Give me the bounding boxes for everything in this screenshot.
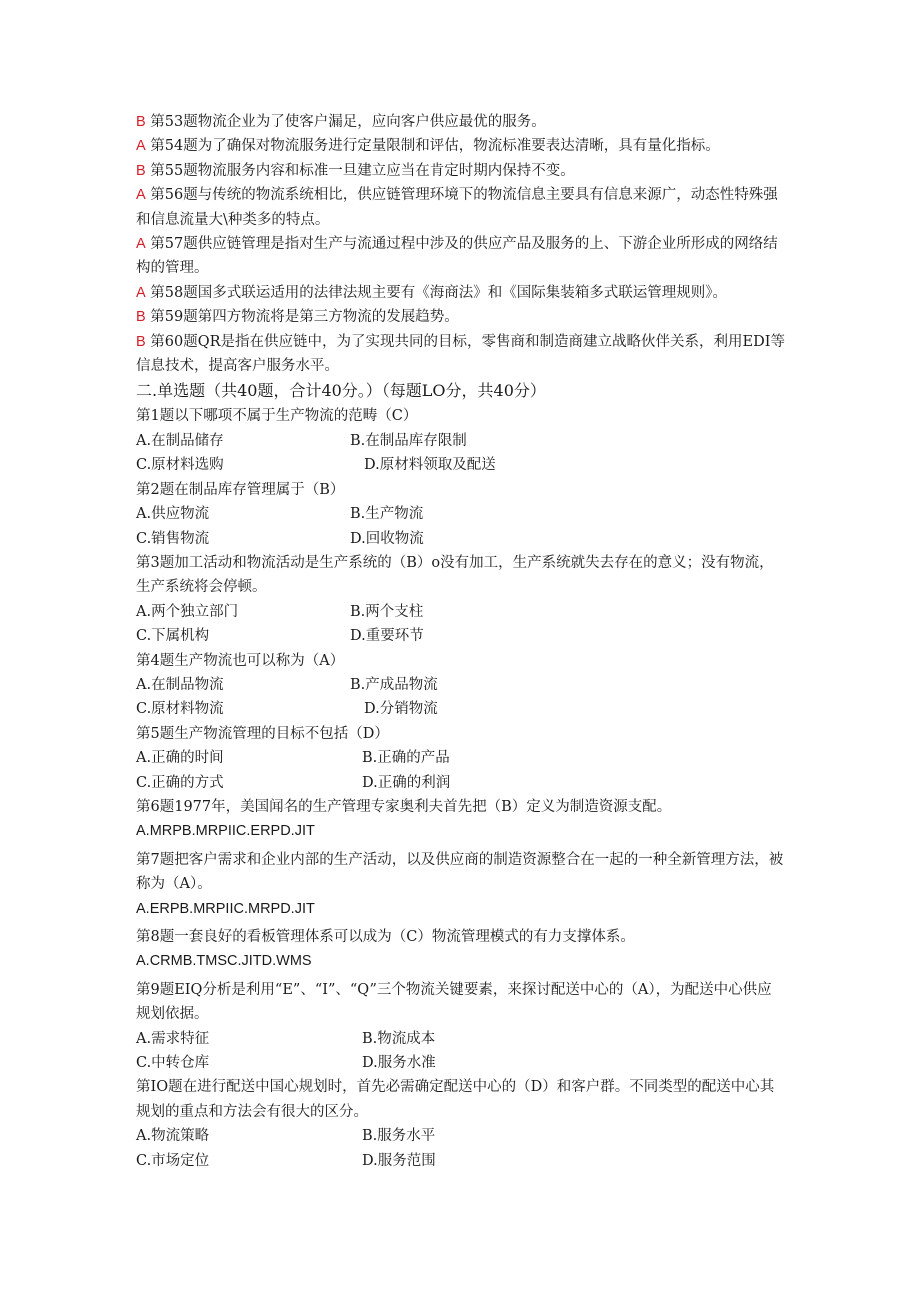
option-c: C.市场定位 (136, 1152, 210, 1169)
question-stem: 第9题EIQ分析是利用“E”、“I”、“Q”三个物流关键要素，来探讨配送中心的（A），为配送中心供应规划依据。 (136, 981, 772, 1023)
option-c: C.原材料选购 (136, 457, 224, 474)
tf-item (136, 305, 786, 329)
tf-text: 第54题为了确保对物流服务进行定量限制和评估，物流标准要表达清晰，具有量化指标。 (150, 138, 720, 155)
tf-text: 第57题供应链管理是指对生产与流通过程中涉及的供应产品及服务的上、下游企业所形成的网络结构的管理。 (136, 236, 778, 277)
tf-text: 第55题物流服务内容和标准一旦建立应当在肯定时期内保持不变。 (150, 162, 575, 179)
option-a: A.需求特征 (136, 1030, 210, 1047)
option-row (136, 429, 786, 453)
tf-text: 第53题物流企业为了使客户漏足，应向客户供应最优的服务。 (150, 114, 546, 130)
option-c: C.下属机构 (136, 628, 210, 645)
option-line: A.CRMB.TMSC.JITD.WMS (136, 953, 312, 970)
answer-label: B (136, 162, 146, 179)
question-stem: 第6题1977年，美国闻名的生产管理专家奥利夫首先把（B）定义为制造资源支配。 (136, 798, 672, 815)
question-stem: 第5题生产物流管理的目标不包括（D） (136, 725, 389, 742)
option-row (136, 527, 786, 551)
option-row (136, 1124, 786, 1148)
question-stem: 第IO题在进行配送中国心规划时，首先必需确定配送中心的（D）和客户群。不同类型的配送中心其规划的重点和方法会有很大的区分。 (136, 1079, 775, 1120)
tf-item (136, 110, 786, 134)
tf-item (136, 330, 786, 379)
option-a: A.供应物流 (136, 506, 210, 523)
tf-item (136, 281, 786, 305)
document-page (136, 110, 786, 1173)
option-b: B.物流成本 (362, 1030, 436, 1047)
question-stem: 第7题把客户需求和企业内部的生产活动，以及供应商的制造资源整合在一起的一种全新管理方法，被称为（A）。 (136, 851, 784, 893)
option-a: A.两个独立部门 (136, 603, 239, 620)
question-stem: 第8题一套良好的看板管理体系可以成为（C）物流管理模式的有力支撑体系。 (136, 929, 635, 945)
option-d: D.回收物流 (350, 530, 424, 547)
option-d: D.服务水准 (362, 1055, 436, 1072)
option-line: A.ERPB.MRPIIC.MRPD.JIT (136, 900, 315, 917)
option-c: C.销售物流 (136, 530, 210, 547)
option-b: B.生产物流 (350, 506, 424, 523)
option-a: A.在制品物流 (136, 676, 224, 693)
answer-label: B (136, 309, 146, 326)
question-stem: 第1题以下哪项不属于生产物流的范畴（C） (136, 408, 418, 425)
option-line: A.MRPB.MRPIIC.ERPD.JIT (136, 823, 315, 840)
option-d: D.正确的利润 (362, 774, 451, 791)
option-row (136, 1027, 786, 1051)
tf-text: 第56题与传统的物流系统相比，供应链管理环境下的物流信息主要具有信息来源广，动态性特殊强和信息流量大\种类多的特点。 (136, 187, 778, 228)
answer-label: A (136, 187, 146, 204)
question-stem: 第4题生产物流也可以称为（A） (136, 652, 345, 669)
option-b: B.两个支柱 (350, 603, 424, 620)
option-row (136, 453, 786, 477)
option-c: C.正确的方式 (136, 774, 224, 791)
option-a: A.正确的时间 (136, 750, 224, 767)
option-row (136, 771, 786, 795)
option-d: D.分销物流 (364, 701, 438, 718)
tf-item (136, 232, 786, 281)
option-b: B.在制品库存限制 (350, 432, 467, 449)
option-row (136, 746, 786, 770)
answer-label: A (136, 236, 146, 253)
answer-label: A (136, 284, 146, 301)
tf-text: 第58题国多式联运适用的法律法规主要有《海商法》和《国际集装箱多式联运管理规则》。 (150, 284, 727, 301)
option-d: D.原材料领取及配送 (364, 457, 496, 474)
option-b: B.服务水平 (362, 1128, 436, 1145)
answer-label: B (136, 333, 146, 350)
tf-item (136, 159, 786, 183)
option-row (136, 600, 786, 624)
tf-item (136, 134, 786, 158)
option-d: D.重要环节 (350, 628, 424, 645)
tf-text: 第60题QR是指在供应链中，为了实现共同的目标，零售商和制造商建立战略伙伴关系，利用EDI等信息技术，提高客户服务水平。 (136, 333, 785, 375)
option-b: B.产成品物流 (350, 676, 438, 693)
tf-item (136, 183, 786, 232)
option-a: A.在制品储存 (136, 432, 224, 449)
question-stem: 第2题在制品库存管理属于（B） (136, 481, 345, 498)
option-a: A.物流策略 (136, 1128, 210, 1145)
option-c: C.中转仓库 (136, 1055, 210, 1072)
option-c: C.原材料物流 (136, 701, 224, 718)
option-row (136, 502, 786, 526)
option-row (136, 1149, 786, 1173)
option-row (136, 1051, 786, 1075)
answer-label: A (136, 138, 146, 155)
tf-text: 第59题第四方物流将是第三方物流的发展趋势。 (150, 309, 459, 326)
option-row (136, 624, 786, 648)
option-row (136, 673, 786, 697)
section-heading: 二.单选题（共40题，合计40分。）（每题LO分，共40分） (136, 381, 546, 401)
question-stem: 第3题加工活动和物流活动是生产系统的（B）o没有加工，生产系统就失去存在的意义；没有物流，生产系统将会停顿。 (136, 554, 774, 596)
option-d: D.服务范围 (362, 1152, 436, 1169)
option-row (136, 697, 786, 721)
answer-label: B (136, 114, 146, 130)
option-b: B.正确的产品 (362, 750, 450, 767)
